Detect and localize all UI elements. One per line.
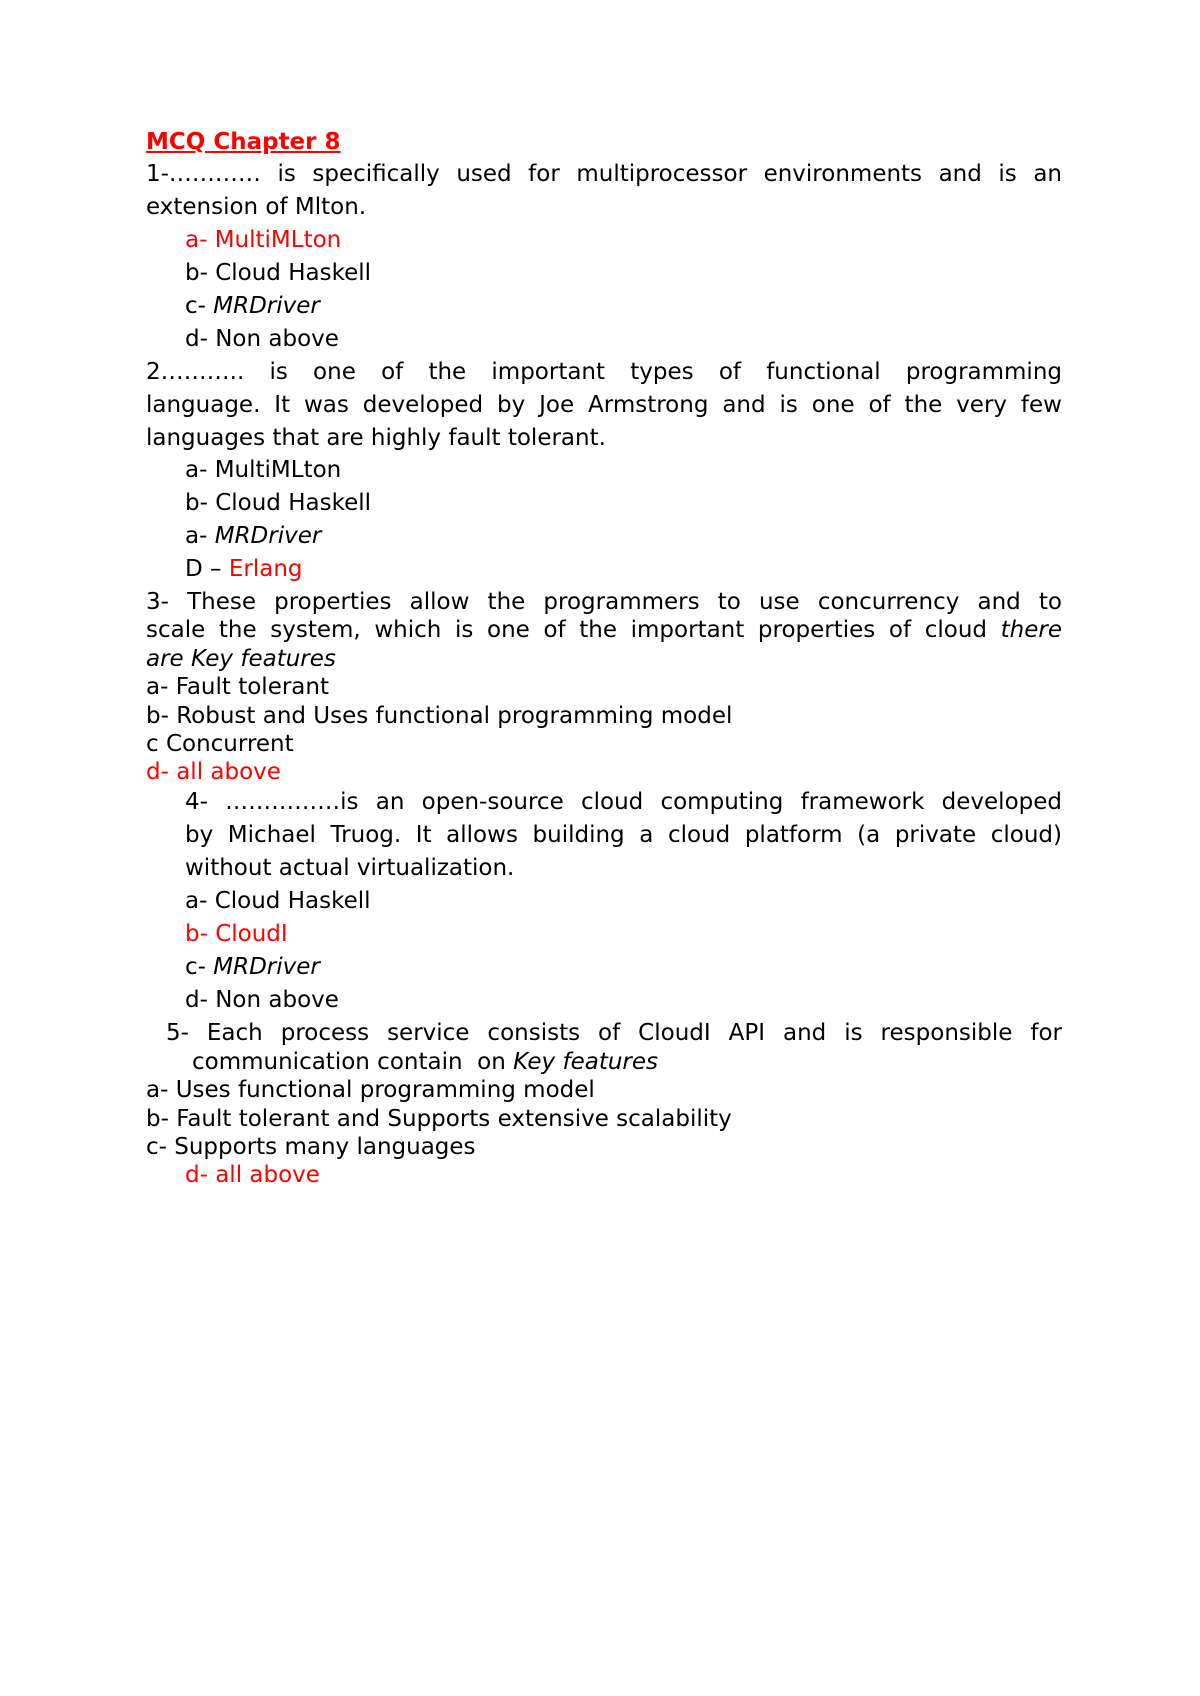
option-prefix: D – [185,556,229,582]
question-4-line-2: by Michael Truog. It allows building a cloud platform (a private cloud) [185,822,1062,848]
question-1-option-d: d- Non above [185,326,339,352]
question-1-line-2: extension of Mlton. [146,194,367,220]
line-italic: are Key features [146,646,336,672]
page-title: MCQ Chapter 8 [146,129,341,155]
question-4-line-1: 4- ……………is an open-source cloud computing framework developed [185,789,1062,815]
question-5-option-a: a- Uses functional programming model [146,1077,595,1103]
question-2-option-b: b- Cloud Haskell [185,490,372,516]
question-1-line-1: 1-………… is specifically used for multiprocessor environments and is an [146,161,1062,187]
question-1-option-a: a- MultiMLton [185,227,342,253]
option-text: Erlang [228,556,303,582]
question-5-line-1: 5- Each process service consists of CloudI API and is responsible for [166,1020,1062,1046]
question-2-option-c [185,522,321,550]
question-2-line-3: languages that are highly fault tolerant. [146,425,606,451]
option-text: MRDriver [213,954,320,980]
option-prefix: c- [185,293,214,319]
question-3-line-2 [146,616,1062,644]
question-1-option-c [185,292,320,320]
question-4-option-d: d- Non above [185,987,339,1013]
question-3-option-c: c Concurrent [146,731,294,757]
option-prefix: c- [185,954,214,980]
question-5-option-b: b- Fault tolerant and Supports extensive scalability [146,1106,732,1132]
question-2-line-2: language. It was developed by Joe Armstrong and is one of the very few [146,392,1062,418]
question-5-option-c: c- Supports many languages [146,1134,476,1160]
question-3-line-3 [146,645,336,673]
question-2-option-d [185,555,303,583]
question-3-option-d: d- all above [146,759,281,785]
option-text: MRDriver [214,523,322,549]
question-3-line-1: 3- These properties allow the programmers to use concurrency and to [146,589,1062,615]
line-italic: there [1000,617,1062,643]
question-2-option-a: a- MultiMLton [185,457,342,483]
question-5-option-d: d- all above [185,1162,320,1188]
question-4-option-b: b- CloudI [185,921,288,947]
question-1-option-b: b- Cloud Haskell [185,260,372,286]
line-text: communication contain on [192,1049,514,1075]
question-2-line-1: 2……….. is one of the important types of functional programming [146,359,1062,385]
question-5-line-2 [192,1048,658,1076]
option-prefix: a- [185,523,215,549]
line-italic: Key features [513,1049,659,1075]
line-text: scale the system, which is one of the important properties of cloud [146,617,1001,643]
question-4-line-3: without actual virtualization. [185,855,515,881]
option-text: MRDriver [213,293,320,319]
question-4-option-c [185,953,320,981]
question-4-option-a: a- Cloud Haskell [185,888,371,914]
question-3-option-b: b- Robust and Uses functional programming model [146,703,733,729]
question-3-option-a: a- Fault tolerant [146,674,329,700]
